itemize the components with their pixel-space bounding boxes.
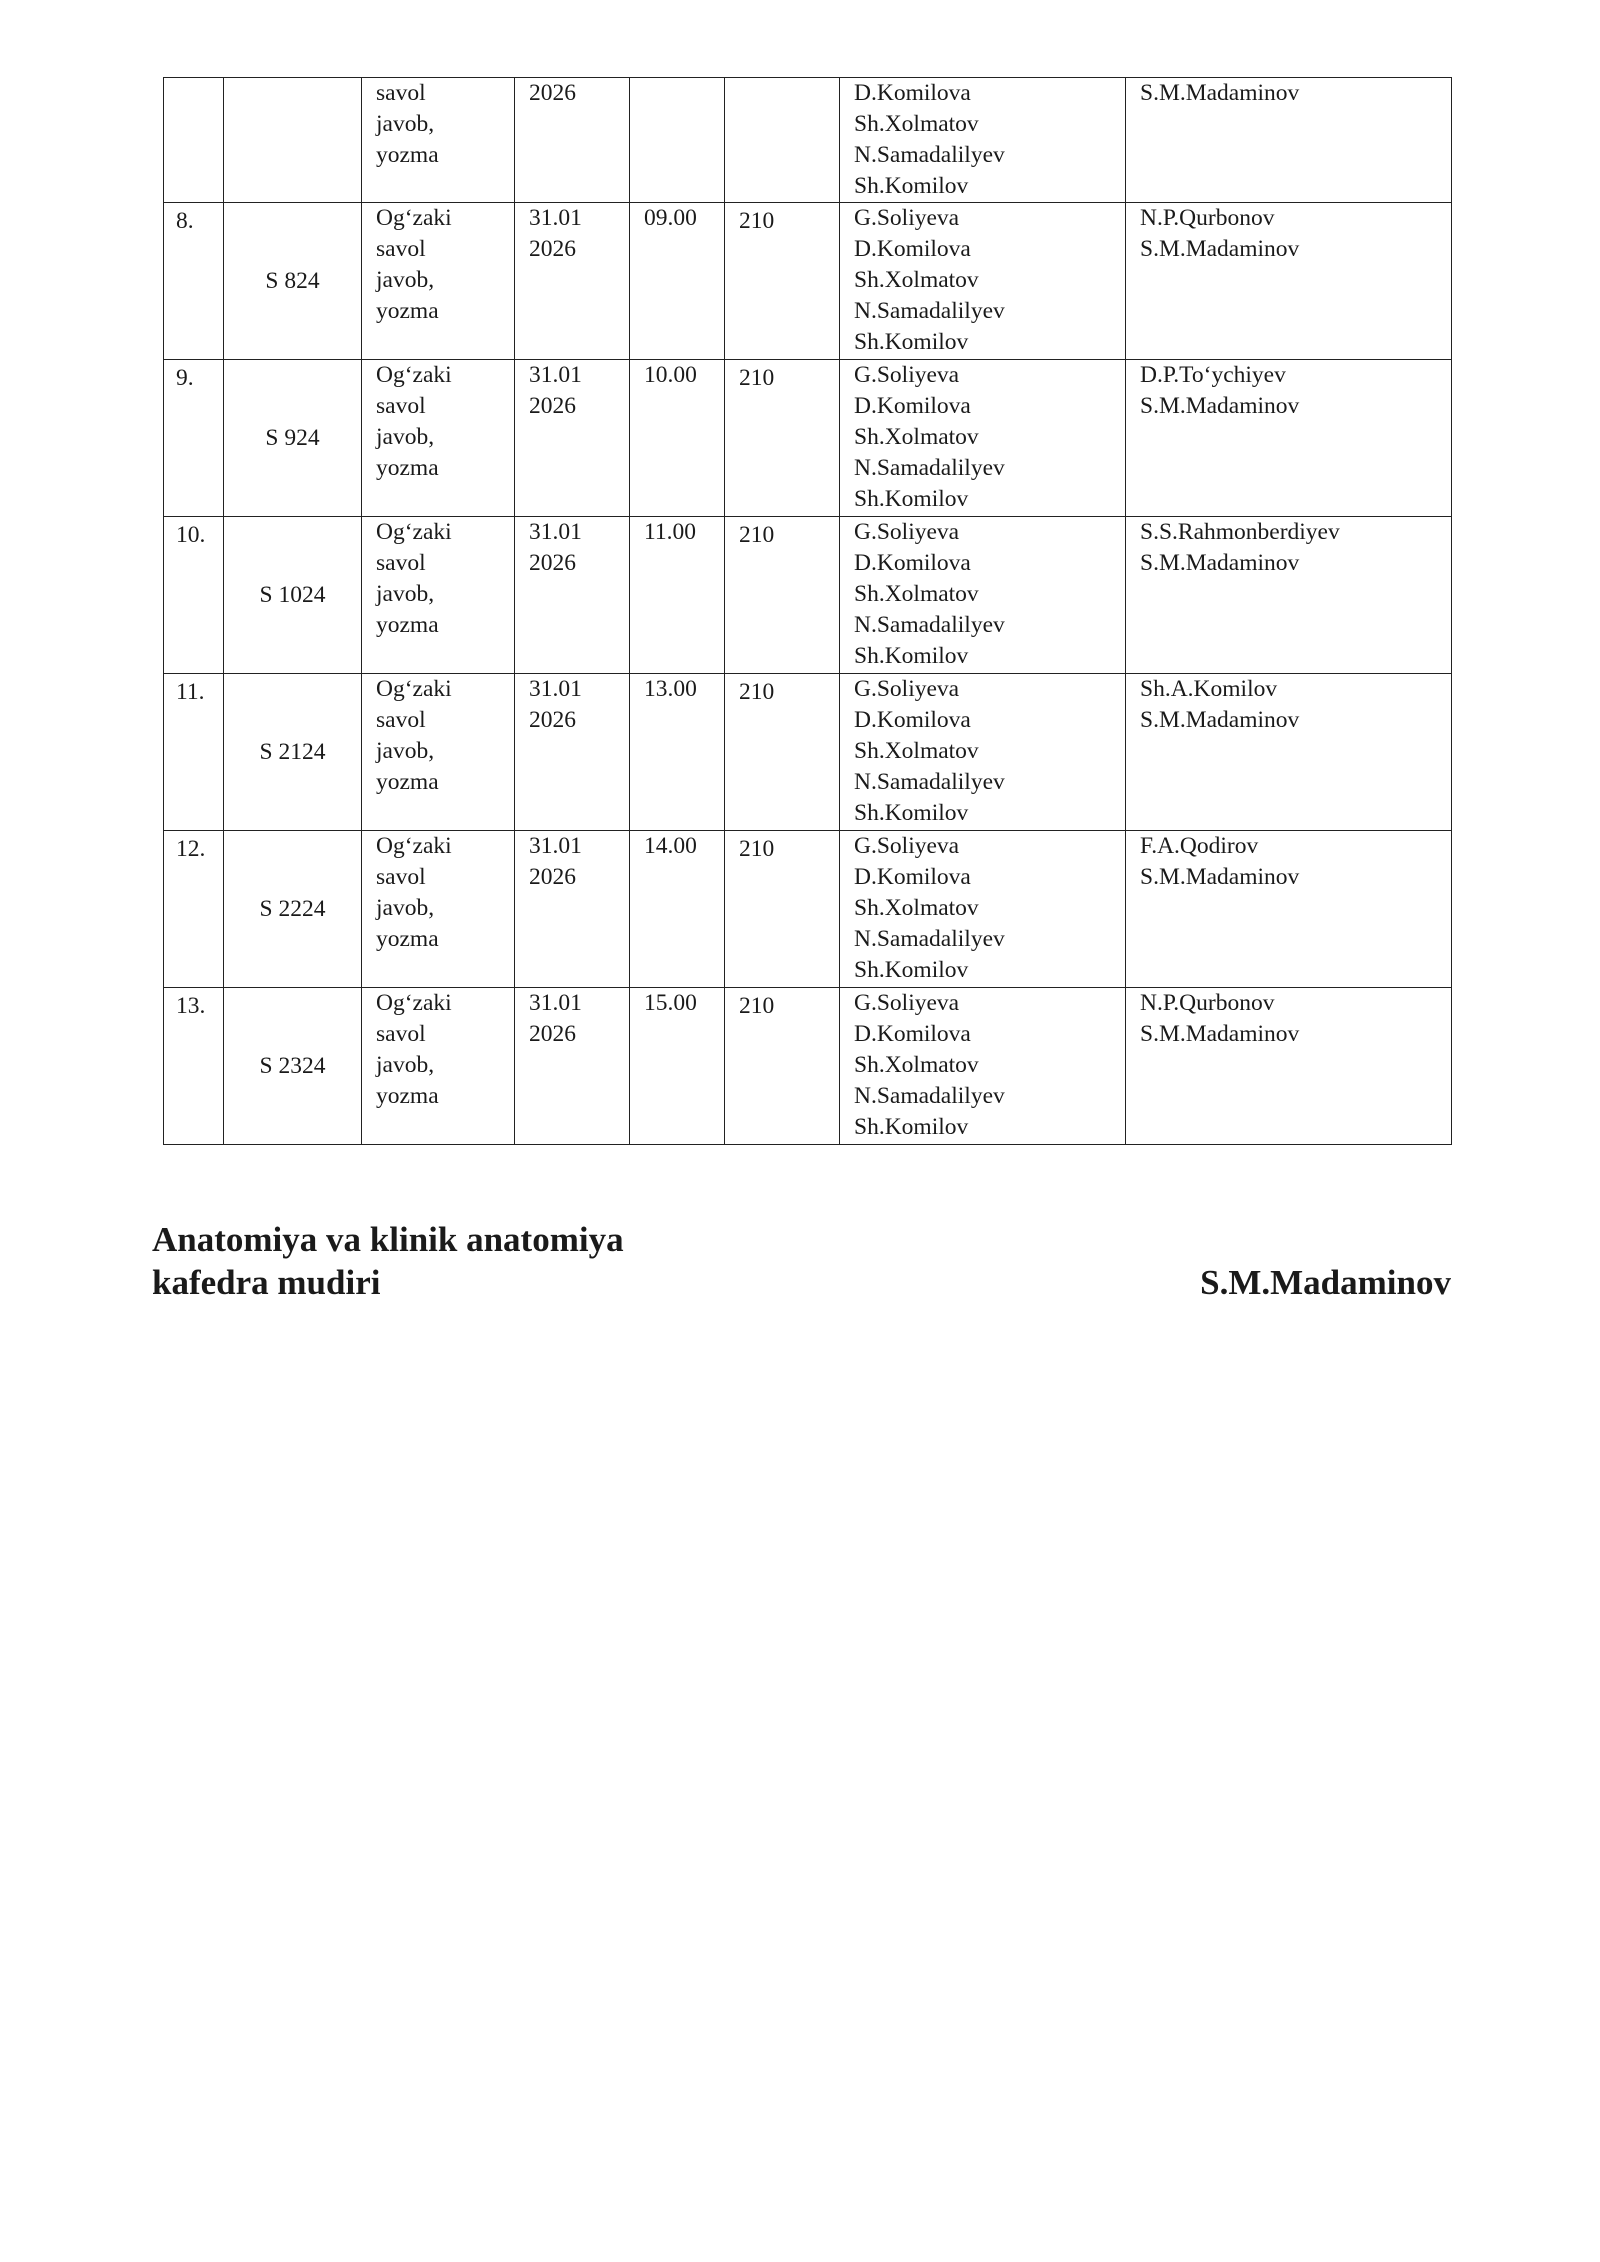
commission-member: D.Komilova [854, 864, 971, 890]
group-cell: S 924 [224, 360, 362, 517]
examiners-cell [1126, 203, 1452, 360]
exam-form-line: savol [376, 550, 426, 576]
room-cell: 210 [725, 360, 840, 517]
room-cell: 210 [725, 203, 840, 360]
exam-form-line: savol [376, 707, 426, 733]
date-line: 31.01 [529, 362, 582, 388]
row-number-cell: 9. [164, 360, 224, 517]
department-name: Anatomiya va klinik anatomiya [152, 1220, 624, 1259]
group-cell: S 2324 [224, 988, 362, 1145]
date-cell [515, 78, 630, 203]
exam-form-line: yozma [376, 1083, 439, 1109]
examiner-name: S.S.Rahmonberdiyev [1140, 519, 1340, 545]
commission-member: Sh.Xolmatov [854, 267, 979, 293]
exam-schedule-body [164, 78, 1452, 1145]
group-cell: S 2124 [224, 674, 362, 831]
department-signature-block [152, 1218, 624, 1304]
exam-form-line: Og‘zaki [376, 833, 452, 859]
commission-member: Sh.Xolmatov [854, 738, 979, 764]
table-row [164, 988, 1452, 1145]
time-cell: 15.00 [630, 988, 725, 1145]
date-line: 2026 [529, 550, 576, 576]
examiner-name: S.M.Madaminov [1140, 1021, 1300, 1047]
commission-member: G.Soliyeva [854, 833, 960, 859]
commission-cell [840, 674, 1126, 831]
commission-member: Sh.Komilov [854, 643, 969, 669]
date-line: 31.01 [529, 676, 582, 702]
exam-form-line: savol [376, 1021, 426, 1047]
room-cell: 210 [725, 517, 840, 674]
examiners-cell [1126, 674, 1452, 831]
examiner-name: N.P.Qurbonov [1140, 990, 1275, 1016]
commission-member: G.Soliyeva [854, 676, 960, 702]
date-line: 2026 [529, 707, 576, 733]
commission-member: D.Komilova [854, 1021, 971, 1047]
date-cell [515, 988, 630, 1145]
commission-cell [840, 831, 1126, 988]
commission-member: N.Samadalilyev [854, 142, 1005, 168]
group-cell: S 824 [224, 203, 362, 360]
examiners-cell [1126, 831, 1452, 988]
commission-member: N.Samadalilyev [854, 1083, 1005, 1109]
commission-member: Sh.Komilov [854, 1114, 969, 1140]
exam-form-cell [362, 203, 515, 360]
commission-cell [840, 517, 1126, 674]
group-cell: S 1024 [224, 517, 362, 674]
row-number-cell: 13. [164, 988, 224, 1145]
commission-member: N.Samadalilyev [854, 926, 1005, 952]
date-line: 31.01 [529, 519, 582, 545]
date-line: 2026 [529, 393, 576, 419]
exam-form-line: javob, [376, 581, 435, 607]
commission-member: N.Samadalilyev [854, 455, 1005, 481]
examiner-name: Sh.A.Komilov [1140, 676, 1278, 702]
examiner-name: S.M.Madaminov [1140, 236, 1300, 262]
time-cell: 14.00 [630, 831, 725, 988]
row-number-cell [164, 78, 224, 203]
date-line: 2026 [529, 80, 576, 106]
examiners-cell [1126, 360, 1452, 517]
exam-form-line: Og‘zaki [376, 519, 452, 545]
exam-form-line: yozma [376, 142, 439, 168]
table-row [164, 674, 1452, 831]
table-row [164, 360, 1452, 517]
examiners-cell [1126, 988, 1452, 1145]
exam-form-cell [362, 517, 515, 674]
exam-form-line: javob, [376, 267, 435, 293]
examiner-name: S.M.Madaminov [1140, 393, 1300, 419]
date-line: 2026 [529, 1021, 576, 1047]
date-line: 31.01 [529, 990, 582, 1016]
examiner-name: F.A.Qodirov [1140, 833, 1259, 859]
table-row-continuation [164, 78, 1452, 203]
exam-form-line: yozma [376, 298, 439, 324]
commission-member: N.Samadalilyev [854, 298, 1005, 324]
date-line: 31.01 [529, 833, 582, 859]
commission-cell [840, 203, 1126, 360]
commission-member: D.Komilova [854, 236, 971, 262]
row-number-cell: 10. [164, 517, 224, 674]
exam-form-line: javob, [376, 895, 435, 921]
exam-form-line: javob, [376, 424, 435, 450]
exam-schedule-table [163, 77, 1452, 1145]
exam-form-cell [362, 988, 515, 1145]
date-cell [515, 360, 630, 517]
group-cell [224, 78, 362, 203]
commission-member: G.Soliyeva [854, 519, 960, 545]
date-cell [515, 674, 630, 831]
exam-form-line: savol [376, 236, 426, 262]
examiner-name: N.P.Qurbonov [1140, 205, 1275, 231]
exam-form-cell [362, 831, 515, 988]
commission-member: G.Soliyeva [854, 362, 960, 388]
commission-member: Sh.Komilov [854, 957, 969, 983]
exam-form-cell [362, 674, 515, 831]
exam-form-cell [362, 78, 515, 203]
signatory-name: S.M.Madaminov [1200, 1263, 1451, 1302]
commission-member: Sh.Komilov [854, 173, 969, 199]
row-number-cell: 8. [164, 203, 224, 360]
row-number-cell: 12. [164, 831, 224, 988]
commission-cell [840, 988, 1126, 1145]
time-cell [630, 78, 725, 203]
examiner-name: S.M.Madaminov [1140, 550, 1300, 576]
exam-form-cell [362, 360, 515, 517]
group-cell: S 2224 [224, 831, 362, 988]
exam-form-line: Og‘zaki [376, 205, 452, 231]
exam-form-line: savol [376, 393, 426, 419]
commission-member: G.Soliyeva [854, 990, 960, 1016]
examiners-cell [1126, 78, 1452, 203]
commission-member: Sh.Xolmatov [854, 424, 979, 450]
commission-member: N.Samadalilyev [854, 612, 1005, 638]
commission-member: Sh.Xolmatov [854, 1052, 979, 1078]
room-cell: 210 [725, 988, 840, 1145]
date-line: 2026 [529, 236, 576, 262]
commission-member: Sh.Komilov [854, 800, 969, 826]
date-line: 2026 [529, 864, 576, 890]
examiners-cell [1126, 517, 1452, 674]
exam-form-line: savol [376, 80, 426, 106]
examiner-name: S.M.Madaminov [1140, 707, 1300, 733]
date-cell [515, 831, 630, 988]
commission-member: Sh.Xolmatov [854, 111, 979, 137]
table-row [164, 517, 1452, 674]
time-cell: 13.00 [630, 674, 725, 831]
date-cell [515, 517, 630, 674]
table-row [164, 203, 1452, 360]
date-cell [515, 203, 630, 360]
examiner-name: D.P.To‘ychiyev [1140, 362, 1286, 388]
time-cell: 09.00 [630, 203, 725, 360]
department-position: kafedra mudiri [152, 1263, 381, 1302]
examiner-name: S.M.Madaminov [1140, 80, 1300, 106]
row-number-cell: 11. [164, 674, 224, 831]
exam-form-line: Og‘zaki [376, 362, 452, 388]
room-cell: 210 [725, 831, 840, 988]
commission-cell [840, 78, 1126, 203]
exam-form-line: javob, [376, 111, 435, 137]
commission-member: D.Komilova [854, 393, 971, 419]
exam-form-line: javob, [376, 1052, 435, 1078]
commission-member: D.Komilova [854, 80, 971, 106]
exam-form-line: yozma [376, 769, 439, 795]
room-cell: 210 [725, 674, 840, 831]
exam-form-line: javob, [376, 738, 435, 764]
commission-member: Sh.Xolmatov [854, 581, 979, 607]
exam-form-line: Og‘zaki [376, 676, 452, 702]
room-cell [725, 78, 840, 203]
exam-form-line: yozma [376, 926, 439, 952]
commission-member: Sh.Komilov [854, 486, 969, 512]
commission-cell [840, 360, 1126, 517]
date-line: 31.01 [529, 205, 582, 231]
commission-member: D.Komilova [854, 550, 971, 576]
time-cell: 10.00 [630, 360, 725, 517]
commission-member: Sh.Xolmatov [854, 895, 979, 921]
commission-member: N.Samadalilyev [854, 769, 1005, 795]
exam-form-line: savol [376, 864, 426, 890]
examiner-name: S.M.Madaminov [1140, 864, 1300, 890]
exam-form-line: Og‘zaki [376, 990, 452, 1016]
exam-form-line: yozma [376, 455, 439, 481]
table-row [164, 831, 1452, 988]
commission-member: D.Komilova [854, 707, 971, 733]
time-cell: 11.00 [630, 517, 725, 674]
commission-member: G.Soliyeva [854, 205, 960, 231]
exam-form-line: yozma [376, 612, 439, 638]
commission-member: Sh.Komilov [854, 329, 969, 355]
